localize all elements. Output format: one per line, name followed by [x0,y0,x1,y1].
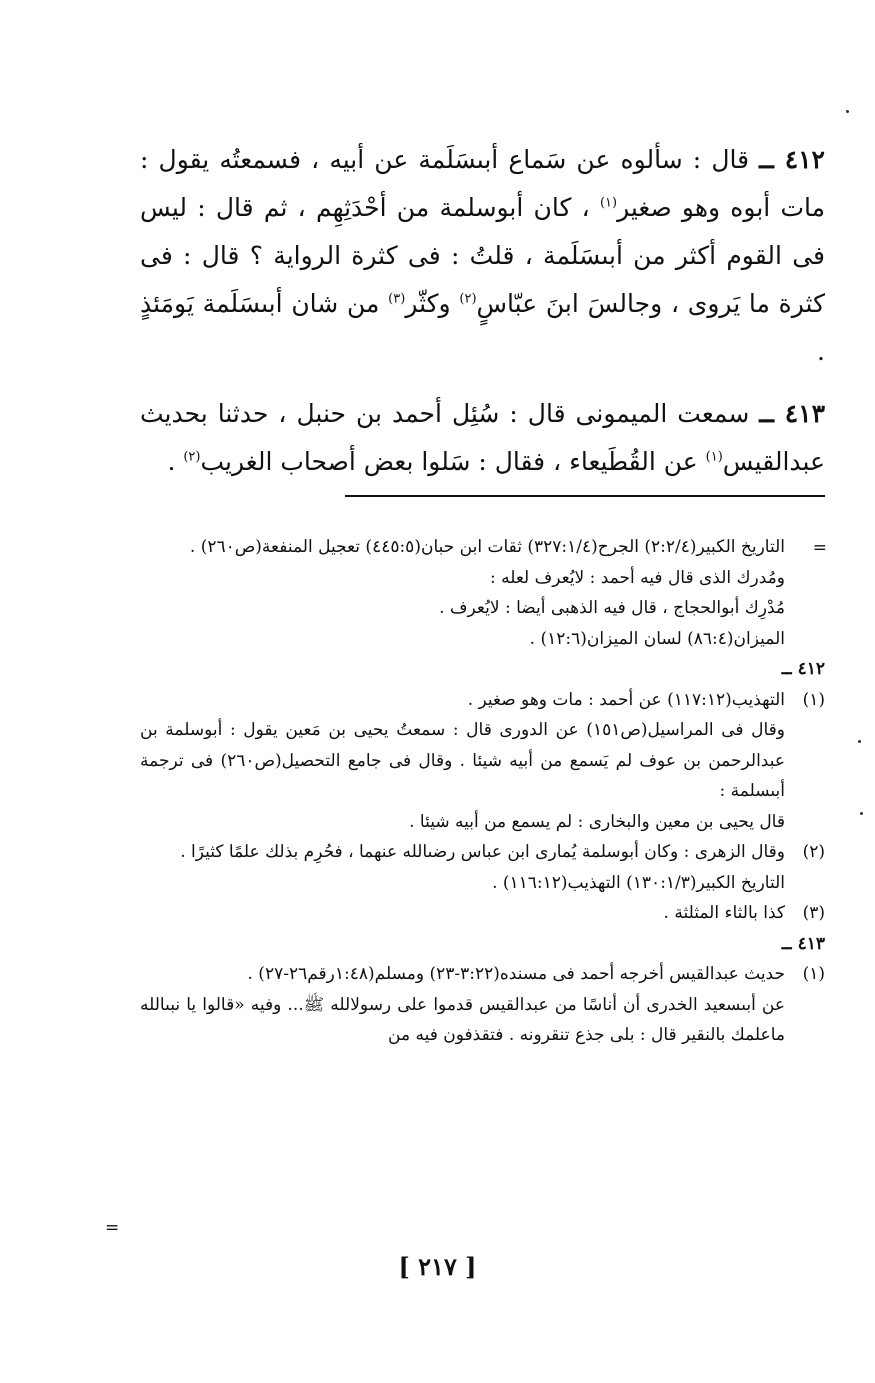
note-continuation: الميزان(٨٦:٤) لسان الميزان(١٢:٦) . [529,628,785,649]
note-continuation: التاريخ الكبير(٢:٢/٤) الجرح(٣٢٧:١/٤) ثقات ابن حبان(٤٤٥:٥) تعجيل المنفعة(ص٢٦٠) . [189,537,785,557]
paragraph-413: ٤١٣ ــ سمعت الميمونى قال : سُئِل أحمد بن حنبل ، حدثنا بحديث عبدالقيس$^{(١)}$ عن القُطَيعاء ، فقال : سَلوا بعض أصحاب الغريب$^{(٢)}$ . [140,399,826,476]
scan-speck [858,740,861,743]
footnote-label: (٢) [802,842,825,862]
footnote-ref-3: (٣) [388,291,406,307]
note-continuation: مُدْرِك أبوالحجاج ، قال فيه الذهبى أيضا : لايُعرف . [439,598,785,618]
footnote-ref-1: (١) [705,449,723,465]
footnotes [140,532,825,1051]
footnote-413-1: (١) حديث عبدالقيس أخرجه أحمد فى مسنده(٣:٢٢-٢٣) ومسلم(١:٤٨رقم٢٦-٢٧) . عن أبىسعيد الخدرى أن أناسًا من عبدالقيس قدموا على رسولالله ﷺ... وفيه «قالوا يا نبىالله ماعلمك بالنقير قال : بلى جذع تنقرونه . فتقذفون فيه من [140,959,825,1051]
footnote-label: (١) [802,689,825,710]
continuation-mark-bottom: = [105,1218,120,1238]
footnote-label: (١) [802,964,825,984]
scan-speck [846,110,849,113]
note-group-413: ٤١٣ ــ [781,933,825,954]
footnote-412-3: (٣) كذا بالثاء المثلثة . [140,898,825,929]
footnote-label: (٣) [802,903,825,923]
footnote-separator [345,495,825,497]
footnote-412-2: (٢) وقال الزهرى : وكان أبوسلمة يُمارى ابن عباس رضىالله عنهما ، فحُرِم بذلك علمًا كثيرًا . التاريخ الكبير(١٣٠:١/٣) التهذيب(١١٦:١٢) . [140,837,825,898]
entry-number-413: ٤١٣ ــ [759,399,826,428]
note-continuation: ومُدرك الذى قال فيه أحمد : لايُعرف لعله : [489,567,785,588]
footnote-ref-1: (١) [599,195,618,211]
continuation-mark-top: = [812,538,827,558]
scan-speck [860,812,863,815]
main-text [140,136,825,500]
note-group-412: ٤١٢ ــ [781,659,825,679]
paragraph-412: ٤١٢ ــ قال : سألوه عن سَماع أبىسَلَمة عن أبيه ، فسمعتُه يقول : مات أبوه وهو صغير$^{(١)}$ ، كان أبوسلمة من أحْدَثِهِم ، ثم قال : ليس فى القوم أكثر من أبىسَلَمة ، قلتُ : فى كثرة الرواية ؟ قال : فى كثرة ما يَروى ، وجالسَ ابنَ عبّاسٍ$^{(٢)}$ وكثّر$^{(٣)}$ من شان أبىسَلَمة يَومَئذٍ . [140,145,826,366]
footnote-ref-2: (٢) [183,449,201,465]
page-number: [ ٢١٧ ] [398,1252,477,1281]
footnote-412-1: (١) التهذيب(١١٧:١٢) عن أحمد : مات وهو صغير . وقال فى المراسيل(ص١٥١) عن الدورى قال : سمعتُ يحيى بن مَعين يقول : أبوسلمة بن عبدالرحمن بن عوف لم يَسمع من أبيه شيئا . وقال فى جامع التحصيل(ص٢٦٠) فى ترجمة أبىسلمة : قال يحيى بن معين والبخارى : لم يسمع من أبيه شيئا . [140,685,825,838]
entry-number-412: ٤١٢ ــ [759,145,825,174]
footnote-ref-2: (٢) [459,291,477,307]
